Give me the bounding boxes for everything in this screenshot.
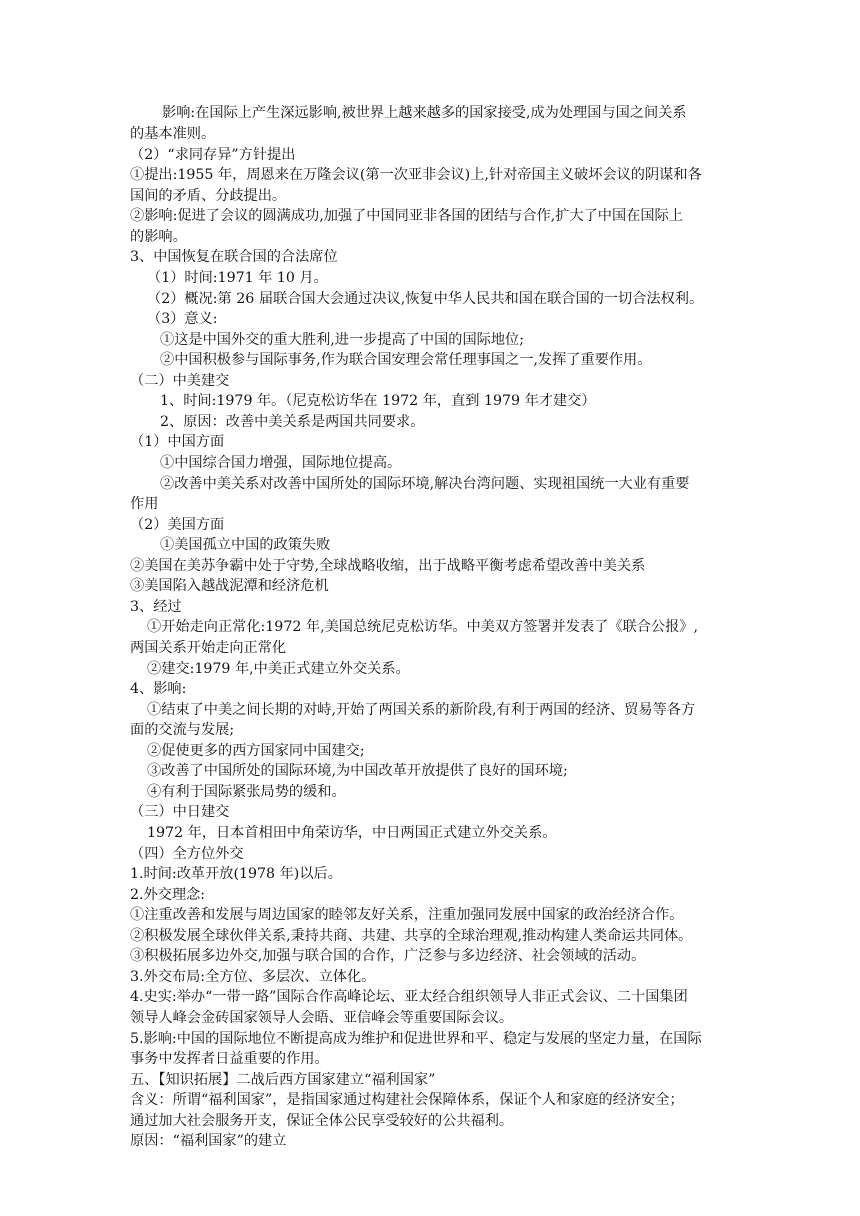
text-line: 事务中发挥者日益重要的作用。 bbox=[130, 1051, 329, 1067]
section-heading: （三）中日建交 bbox=[130, 804, 230, 820]
text-line: 4.史实:举办“一带一路”国际合作高峰论坛、亚太经合组织领导人非正式会议、二十国集团 bbox=[130, 989, 688, 1005]
section-heading: 3、中国恢复在联合国的合法席位 bbox=[130, 249, 338, 265]
text-line: 通过加大社会服务开支，保证全体公民享受较好的公共福利。 bbox=[130, 1113, 514, 1129]
text-line: 面的交流与发展; bbox=[130, 722, 235, 738]
text-line: ②影响:促进了会议的圆满成功,加强了中国同亚非各国的团结与合作,扩大了中国在国际上 bbox=[130, 208, 683, 224]
text-line: ②建交:1979 年,中美正式建立外交关系。 bbox=[147, 661, 410, 677]
text-line: ②促使更多的西方国家同中国建交; bbox=[147, 743, 365, 759]
text-line: ③改善了中国所处的国际环境,为中国改革开放提供了良好的国环境; bbox=[147, 763, 568, 779]
text-line: 作用 bbox=[130, 496, 159, 512]
text-line: 2.外交理念: bbox=[130, 887, 206, 903]
text-line: 1.时间:改革开放(1978 年)以后。 bbox=[130, 866, 342, 882]
text-line: 2、原因：改善中美关系是两国共同要求。 bbox=[160, 414, 425, 430]
text-line: （2）美国方面 bbox=[130, 517, 225, 533]
text-line: ②改善中美关系对改善中国所处的国际环境,解决台湾问题、实现祖国统一大业有重要 bbox=[160, 476, 690, 492]
text-line: 4、影响: bbox=[130, 681, 187, 697]
text-line: ①美国孤立中国的政策失败 bbox=[160, 537, 331, 553]
text-line: ②中国积极参与国际事务,作为联合国安理会常任理事国之一,发挥了重要作用。 bbox=[160, 352, 652, 368]
section-heading: （二）中美建交 bbox=[130, 373, 230, 389]
text-line: 3、经过 bbox=[130, 599, 182, 615]
text-line: 1、时间:1979 年。（尼克松访华在 1972 年，直到 1979 年才建交） bbox=[160, 393, 596, 409]
text-line: ②美国在美苏争霸中处于守势,全球战略收缩，出于战略平衡考虑希望改善中美关系 bbox=[130, 558, 646, 574]
text-line: 3.外交布局:全方位、多层次、立体化。 bbox=[130, 969, 376, 985]
text-line: （1）时间:1971 年 10 月。 bbox=[147, 270, 328, 286]
text-line: 两国关系开始走向正常化 bbox=[130, 640, 287, 656]
text-line: ①中国综合国力增强，国际地位提高。 bbox=[160, 455, 402, 471]
text-line: 5.影响:中国的国际地位不断提高成为维护和促进世界和平、稳定与发展的坚定力量，在国际 bbox=[130, 1031, 702, 1047]
text-line: （3）意义: bbox=[147, 311, 218, 327]
text-line: ③积极拓展多边外交,加强与联合国的合作，广泛参与多边经济、社会领域的活动。 bbox=[130, 948, 646, 964]
text-line: 原因：“福利国家”的建立 bbox=[130, 1133, 287, 1149]
text-line: （2）“求同存异”方针提出 bbox=[130, 147, 296, 163]
text-line: （1）中国方面 bbox=[130, 434, 225, 450]
text-line: ①注重改善和发展与周边国家的睦邻友好关系，注重加强同发展中国家的政治经济合作。 bbox=[130, 907, 684, 923]
text-line: 1972 年，日本首相田中角荣访华，中日两国正式建立外交关系。 bbox=[147, 825, 557, 841]
text-line: 的基本准则。 bbox=[130, 126, 216, 142]
text-line: ④有利于国际紧张局势的缓和。 bbox=[147, 784, 346, 800]
text-line: ①这是中国外交的重大胜利,进一步提高了中国的国际地位; bbox=[160, 332, 524, 348]
text-line: （2）概况:第 26 届联合国大会通过决议,恢复中华人民共和国在联合国的一切合法权利。 bbox=[147, 291, 704, 307]
text-line: 影响:在国际上产生深远影响,被世界上越来越多的国家接受,成为处理国与国之间关系 bbox=[162, 105, 687, 121]
text-line: 的影响。 bbox=[130, 229, 187, 245]
text-line: 含义：所谓“福利国家”，是指国家通过构建社会保障体系，保证个人和家庭的经济安全； bbox=[130, 1092, 684, 1108]
text-line: 国间的矛盾、分歧提出。 bbox=[130, 188, 287, 204]
section-heading: 五、【知识拓展】二战后西方国家建立“福利国家” bbox=[130, 1072, 436, 1088]
text-line: ③美国陷入越战泥潭和经济危机 bbox=[130, 578, 329, 594]
text-line: 领导人峰会金砖国家领导人会晤、亚信峰会等重要国际会议。 bbox=[130, 1010, 514, 1026]
text-line: ①提出:1955 年，周恩来在万隆会议(第一次亚非会议)上,针对帝国主义破坏会议的阴谋和各 bbox=[130, 167, 702, 183]
text-line: ②积极发展全球伙伴关系,秉持共商、共建、共享的全球治理观,推动构建人类命运共同体。 bbox=[130, 928, 693, 944]
section-heading: （四）全方位外交 bbox=[130, 846, 244, 862]
text-line: ①开始走向正常化:1972 年,美国总统尼克松访华。中美双方签署并发表了《联合公报》, bbox=[147, 619, 698, 635]
text-line: ①结束了中美之间长期的对峙,开始了两国关系的新阶段,有利于两国的经济、贸易等各方 bbox=[147, 702, 696, 718]
